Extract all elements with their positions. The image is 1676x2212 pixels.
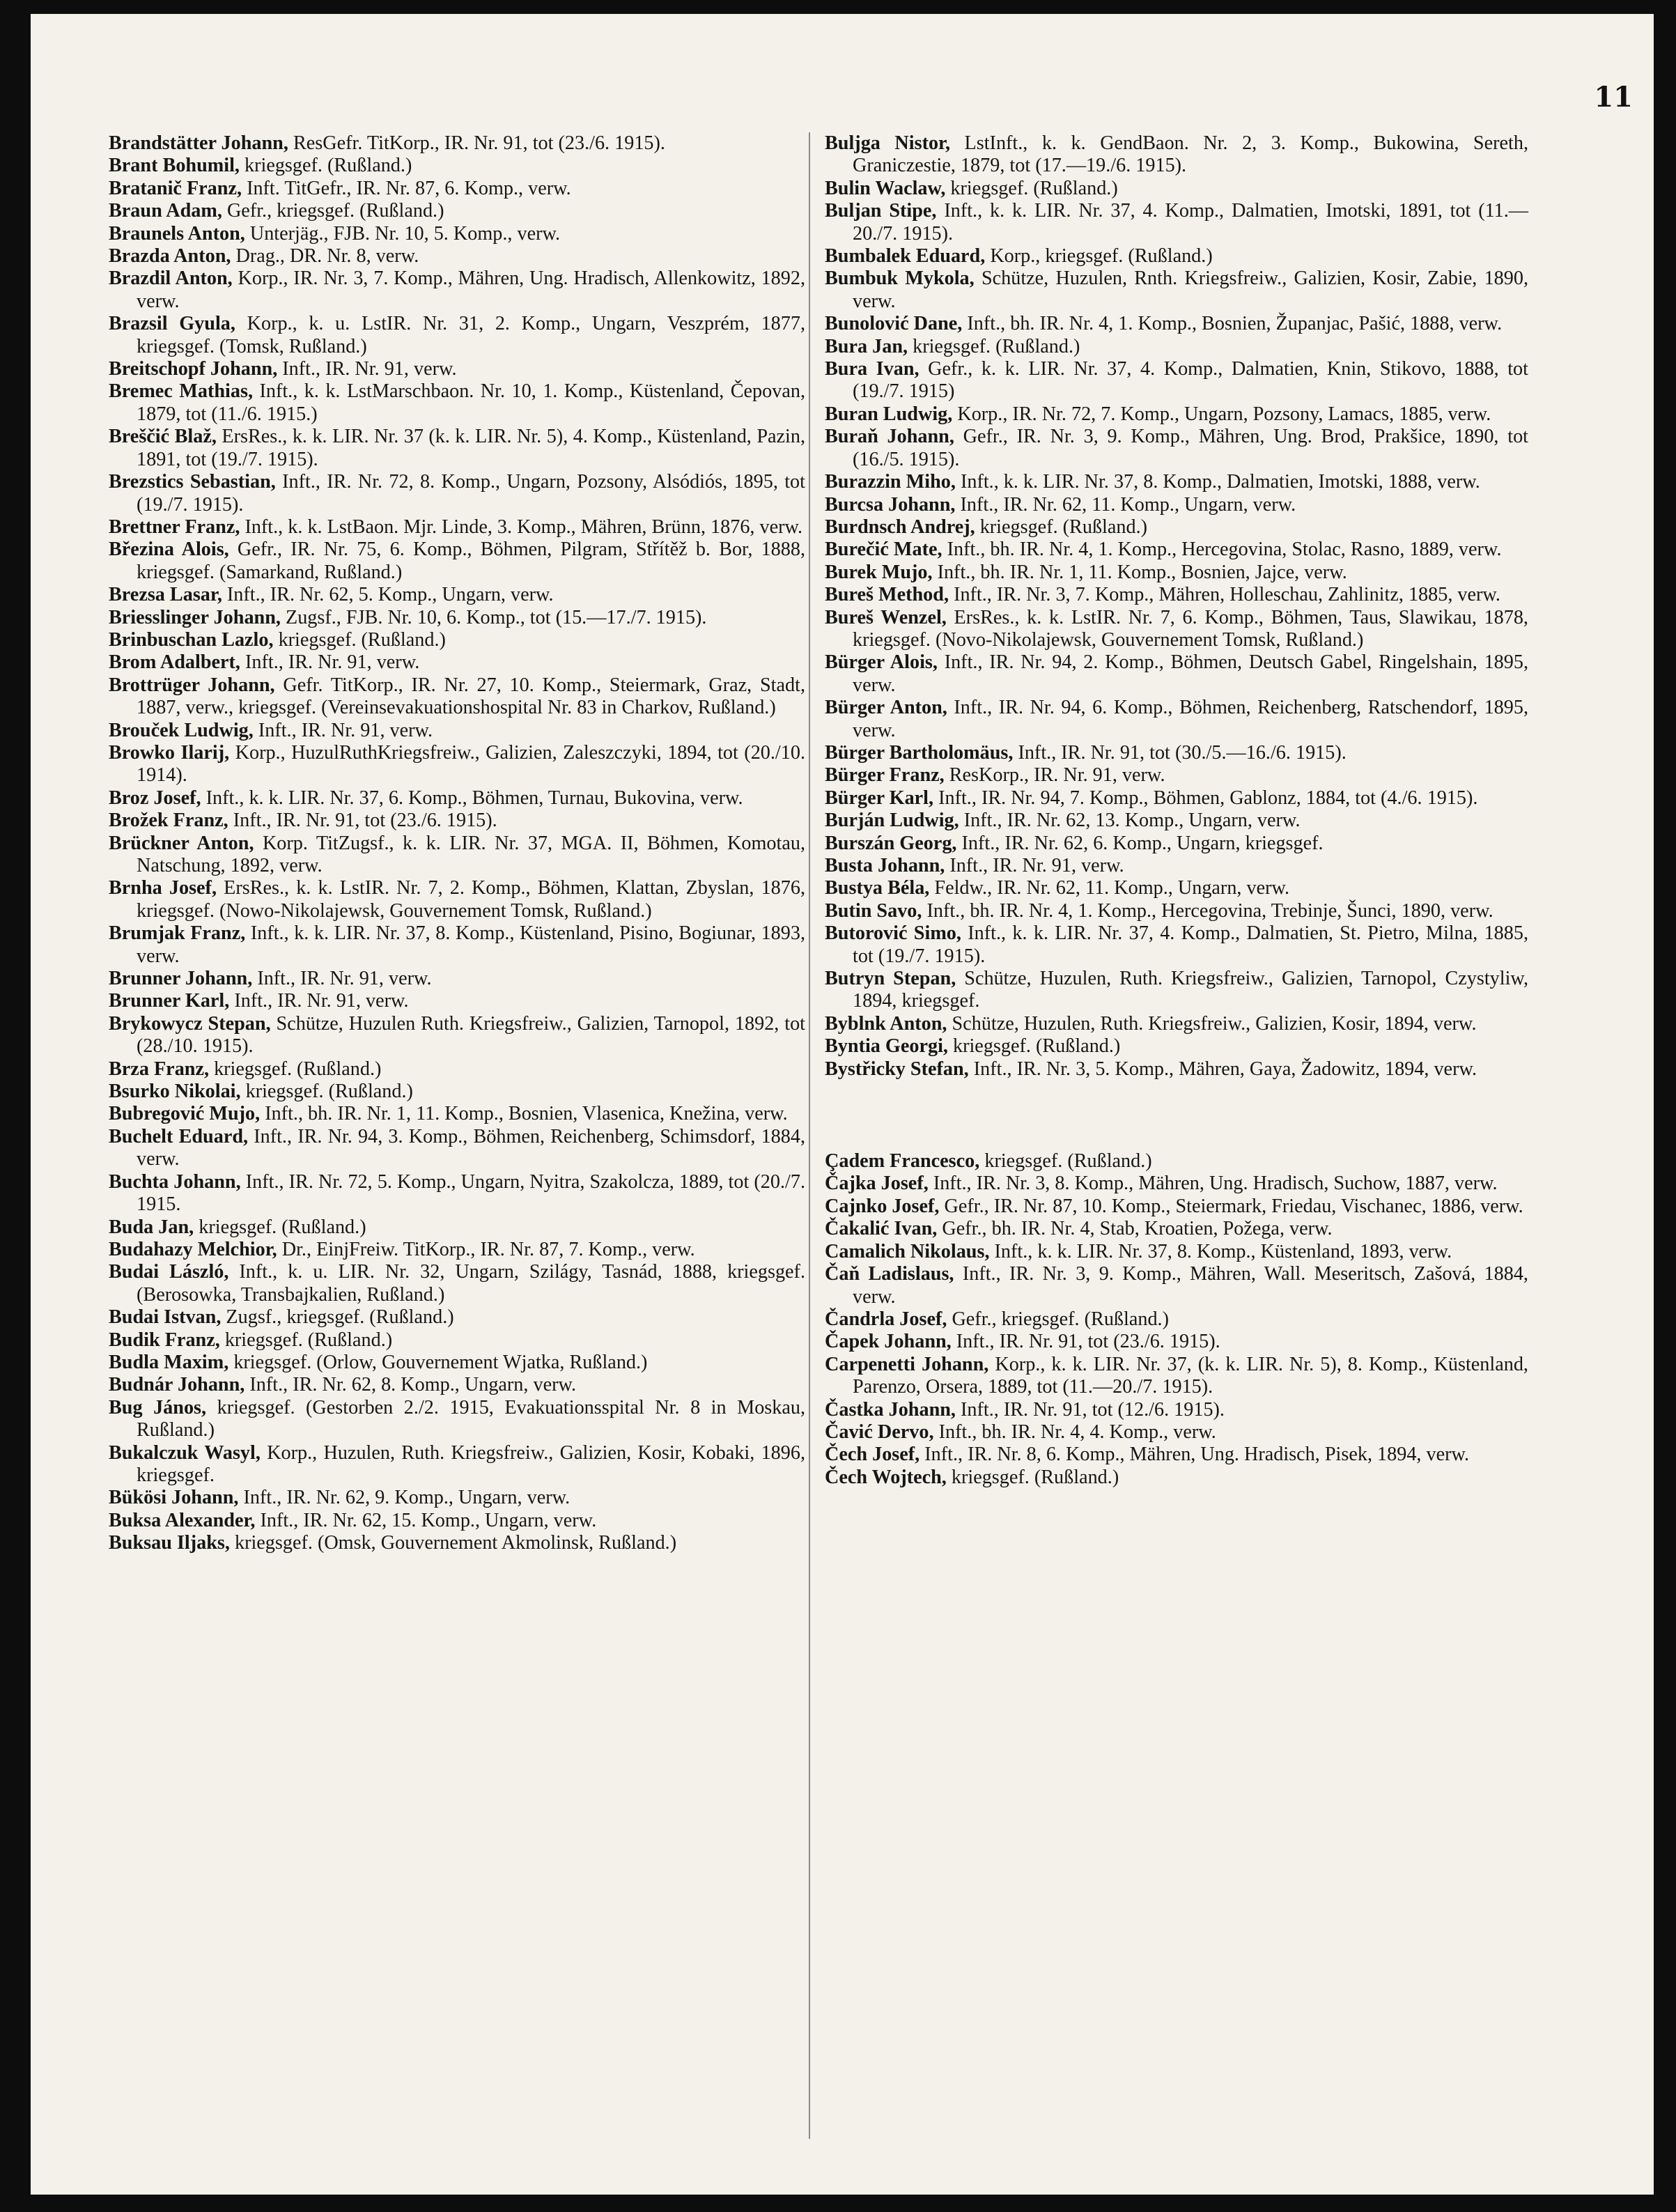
entry-name: Bumbalek Eduard, [825,245,986,268]
entry-details: Inft., IR. Nr. 94, 3. Komp., Böhmen, Reichenberg, Schimsdorf, 1884, verw. [137,1125,805,1170]
register-entry [825,697,1528,742]
entry-name: Burdnsch Andrej, [825,516,975,538]
entry-name: Bulin Waclaw, [825,177,946,199]
entry-details: Inft., IR. Nr. 91, tot (23./6. 1915). [951,1331,1220,1353]
entry-details: Schütze, Huzulen Ruth. Kriegsfreiw., Galizien, Tarnopol, 1892, tot (28./10. 1915). [137,1012,805,1058]
entry-details: Inft., IR. Nr. 72, 8. Komp., Ungarn, Pozsony, Alsódiós, 1895, tot (19./7. 1915). [137,471,805,516]
register-entry [825,403,1528,426]
entry-details: Gefr. TitKorp., IR. Nr. 27, 10. Komp., Steiermark, Graz, Stadt, 1887, verw., kriegsgef. (Vereinsevakuationshospital Nr. 83 in Charkov, Rußland.) [137,674,805,719]
entry-name: Budnár Johann, [109,1374,245,1396]
entry-details: kriegsgef. (Rußland.) [240,1081,413,1103]
register-entry [825,132,1528,178]
entry-details: kriegsgef. (Rußland.) [979,1150,1152,1173]
register-entry [109,607,805,629]
entry-name: Burazzin Miho, [825,471,956,493]
entry-name: Burszán Georg, [825,832,957,854]
entry-name: Buljan Stipe, [825,200,937,222]
entry-details: Feldw., IR. Nr. 62, 11. Komp., Ungarn, verw. [929,877,1290,899]
register-entry [825,810,1528,832]
entry-details: Inft., bh. IR. Nr. 4, 1. Komp., Hercegovina, Trebinje, Šunci, 1890, verw. [922,899,1493,922]
register-entry [825,1173,1528,1195]
entry-name: Brouček Ludwig, [109,719,254,741]
entry-details: Inft., IR. Nr. 62, 5. Komp., Ungarn, verw. [222,584,554,606]
left-column [109,132,805,1555]
register-entry [825,584,1528,606]
entry-details: Gefr., k. k. LIR. Nr. 37, 4. Komp., Dalmatien, Knin, Stikovo, 1888, tot (19./7. 1915) [853,358,1528,403]
entry-details: Inft., IR. Nr. 3, 9. Komp., Mähren, Wall. Meseritsch, Zašová, 1884, verw. [853,1263,1528,1308]
entry-details: ErsRes., k. k. LIR. Nr. 37 (k. k. LIR. Nr. 5), 4. Komp., Küstenland, Pazin, 1891, tot (19./7. 1915). [137,426,805,470]
register-entry [109,223,805,245]
register-entry [109,877,805,922]
register-entry [109,674,805,720]
entry-details: Inft., IR. Nr. 91, verw. [253,719,433,741]
entry-details: Inft., IR. Nr. 91, tot (23./6. 1915). [228,810,497,832]
entry-details: kriegsgef. (Rußland.) [209,1058,382,1080]
entry-details: kriegsgef. (Rußland.) [219,1329,393,1351]
entry-name: Březina Alois, [109,539,229,561]
register-entry [825,471,1528,493]
register-entry [109,1261,805,1306]
register-entry [109,245,805,268]
register-entry [825,1218,1528,1240]
register-entry [109,787,805,810]
register-entry [825,833,1528,855]
entry-name: Brazsil Gyula, [109,313,235,335]
entry-details: Inft., k. u. LIR. Nr. 32, Ungarn, Szilágy, Tasnád, 1888, kriegsgef. (Berosowka, Transbajkalien, Rußland.) [137,1261,805,1306]
entry-details: Inft., IR. Nr. 91, verw. [945,855,1124,876]
entry-name: Butorović Simo, [825,922,961,945]
register-entry [109,1510,805,1532]
entry-name: Buran Ludwig, [825,403,953,425]
entry-details: Inft., k. k. LstBaon. Mjr. Linde, 3. Komp., Mähren, Brünn, 1876, verw. [240,516,803,538]
register-entry [825,855,1528,877]
register-entry [109,1081,805,1103]
entry-details: kriegsgef. (Rußland.) [947,1035,1121,1058]
register-entry [109,1103,805,1125]
entry-details: Korp., kriegsgef. (Rußland.) [985,245,1213,268]
register-entry [825,336,1528,358]
entry-details: Inft., IR. Nr. 94, 7. Komp., Böhmen, Gablonz, 1884, tot (4./6. 1915). [933,787,1478,809]
register-entry [825,1421,1528,1444]
entry-name: Bumbuk Mykola, [825,268,975,290]
entry-name: Bürger Anton, [825,697,947,719]
entry-name: Bürger Karl, [825,787,934,809]
register-entry [109,968,805,990]
entry-details: Inft., k. k. LIR. Nr. 37, 8. Komp., Küstenland, Pisino, Bogiunar, 1893, verw. [137,922,806,967]
entry-name: Budla Maxim, [109,1351,229,1373]
register-entry [109,426,805,471]
entry-details: Korp., IR. Nr. 72, 7. Komp., Ungarn, Pozsony, Lamacs, 1885, verw. [952,403,1491,425]
register-entry [825,1308,1528,1331]
register-entry [109,922,805,968]
entry-details: Inft., IR. Nr. 62, 9. Komp., Ungarn, verw. [238,1487,571,1509]
entry-details: Gefr., kriegsgef. (Rußland.) [222,200,444,222]
entry-details: ErsRes., k. k. LstIR. Nr. 7, 2. Komp., Böhmen, Klattan, Zbyslan, 1876, kriegsgef. (Nowo-Nikolajewsk, Gouvernement Tomsk, Rußland.) [137,877,805,922]
entry-details: Korp., IR. Nr. 3, 7. Komp., Mähren, Ung. Hradisch, Allenkowitz, 1892, verw. [137,268,805,312]
entry-details: Gefr., IR. Nr. 75, 6. Komp., Böhmen, Pilgram, Střítěž b. Bor, 1888, kriegsgef. (Samarkand, Rußland.) [137,539,805,583]
entry-details: Inft., bh. IR. Nr. 4, 1. Komp., Hercegovina, Stolac, Rasno, 1889, verw. [942,539,1502,561]
register-entry [825,968,1528,1013]
entry-name: Buraň Johann, [825,426,954,448]
entry-name: Bustya Béla, [825,877,930,899]
entry-details: Inft., k. k. LIR. Nr. 37, 6. Komp., Böhmen, Turnau, Bukovina, verw. [201,787,743,809]
entry-name: Byntia Georgi, [825,1035,948,1058]
entry-details: kriegsgef. (Rußland.) [273,628,446,651]
entry-details: Gefr., bh. IR. Nr. 4, Stab, Kroatien, Požega, verw. [937,1218,1333,1240]
entry-details: kriegsgef. (Orlow, Gouvernement Wjatka, Rußland.) [228,1351,648,1373]
entry-details: Inft., IR. Nr. 91, verw. [240,651,420,674]
entry-name: Čapek Johann, [825,1331,952,1353]
register-entry [109,358,805,380]
entry-name: Budahazy Melchior, [109,1238,277,1260]
entry-details: Korp., k. k. LIR. Nr. 37, (k. k. LIR. Nr. 5), 8. Komp., Küstenland, Parenzo, Orsera, 1889, tot (11.—20./7. 1915). [853,1353,1528,1398]
register-entry [825,607,1528,652]
entry-details: kriegsgef. (Gestorben 2./2. 1915, Evakuationsspital Nr. 8 in Moskau, Rußland.) [137,1396,806,1441]
entry-details: Inft., bh. IR. Nr. 4, 4. Komp., verw. [933,1421,1216,1443]
register-entry [825,877,1528,899]
entry-name: Čavić Dervo, [825,1421,934,1443]
entry-details: Inft., bh. IR. Nr. 1, 11. Komp., Bosnien, Vlasenica, Knežina, verw. [260,1103,788,1125]
entry-details: Inft., IR. Nr. 91, tot (12./6. 1915). [955,1398,1225,1421]
entry-name: Bura Jan, [825,335,908,357]
register-entry [109,1306,805,1329]
entry-details: Inft., IR. Nr. 62, 6. Komp., Ungarn, kriegsgef. [956,832,1324,854]
register-entry [109,516,805,539]
entry-name: Bukalczuk Wasyl, [109,1441,261,1464]
entry-details: Inft., IR. Nr. 91, verw. [229,990,409,1012]
entry-details: Inft., k. k. LIR. Nr. 37, 8. Komp., Dalmatien, Imotski, 1888, verw. [955,471,1480,493]
entry-name: Breščić Blaž, [109,426,217,448]
register-entry [825,1467,1528,1489]
entry-name: Budai Istvan, [109,1306,222,1329]
entry-name: Breitschopf Johann, [109,358,278,380]
entry-details: kriegsgef. (Rußland.) [908,335,1080,357]
register-entry [825,539,1528,561]
entry-name: Brottrüger Johann, [109,674,275,696]
document-page [31,14,1654,2195]
entry-details: LstInft., k. k. GendBaon. Nr. 2, 3. Komp., Bukowina, Sereth, Graniczestie, 1879, tot (17.—19./6. 1915). [853,132,1528,177]
entry-details: ResKorp., IR. Nr. 91, verw. [944,764,1165,787]
register-entry [109,810,805,832]
register-entry [109,1397,805,1442]
register-entry [109,539,805,584]
register-entry [825,1354,1528,1399]
entry-name: Budai László, [109,1261,229,1283]
entry-name: Brožek Franz, [109,810,228,832]
entry-details: Inft., bh. IR. Nr. 1, 11. Komp., Bosnien, Jajce, verw. [932,561,1347,583]
register-entry [109,1487,805,1509]
entry-details: Dr., EinjFreiw. TitKorp., IR. Nr. 87, 7. Komp., verw. [277,1238,695,1260]
entry-name: Buksa Alexander, [109,1509,256,1531]
entry-details: Inft., k. k. LIR. Nr. 37, 4. Komp., Dalmatien, Imotski, 1891, tot (11.—20./7. 1915). [853,200,1528,245]
register-entry [825,764,1528,787]
entry-name: Burcsa Johann, [825,493,956,516]
register-entry [109,1329,805,1352]
entry-name: Burján Ludwig, [825,810,959,832]
entry-name: Bremec Mathias, [109,380,253,403]
entry-name: Bürger Alois, [825,651,938,674]
entry-details: Inft., k. k. LIR. Nr. 37, 4. Komp., Dalmatien, St. Pietro, Milna, 1885, tot (19./7. 1915). [853,922,1528,967]
register-entry [825,1035,1528,1058]
entry-name: Bubregović Mujo, [109,1103,261,1125]
entry-name: Čaň Ladislaus, [825,1263,954,1285]
entry-name: Čakalić Ivan, [825,1218,938,1240]
register-entry [825,358,1528,403]
entry-name: Bug János, [109,1396,207,1418]
entry-name: Browko Ilarij, [109,741,230,764]
entry-details: Drag., DR. Nr. 8, verw. [231,245,419,268]
register-entry [825,1444,1528,1466]
entry-name: Bureš Wenzel, [825,606,947,628]
entry-details: ResGefr. TitKorp., IR. Nr. 91, tot (23./6. 1915). [288,132,665,154]
register-entry [825,1399,1528,1421]
entry-name: Busta Johann, [825,855,945,876]
entry-details: Inft., IR. Nr. 91, tot (30./5.—16./6. 1915). [1013,741,1347,764]
entry-details: Schütze, Huzulen, Rnth. Kriegsfreiw., Galizien, Kosir, Zabie, 1890, verw. [853,268,1528,312]
entry-name: Čajka Josef, [825,1173,929,1195]
entry-name: Brunner Johann, [109,968,253,990]
entry-name: Broz Josef, [109,787,201,809]
entry-details: Korp., k. u. LstIR. Nr. 31, 2. Komp., Ungarn, Veszprém, 1877, kriegsgef. (Tomsk, Rußland.) [137,313,805,357]
register-entry [109,380,805,426]
register-entry [109,1171,805,1216]
register-entry [109,471,805,516]
entry-details: kriegsgef. (Rußland.) [194,1216,366,1238]
register-entry [825,516,1528,539]
entry-name: Brykowycz Stepan, [109,1012,271,1035]
register-entry [825,268,1528,313]
register-entry [109,1058,805,1081]
register-entry [109,132,805,155]
entry-details: ErsRes., k. k. LstIR. Nr. 7, 6. Komp., Böhmen, Taus, Slawikau, 1878, kriegsgef. (Novo-Nikolajewsk, Gouvernement Tomsk, Rußland.) [853,606,1528,651]
entry-details: Inft., IR. Nr. 3, 8. Komp., Mähren, Ung. Hradisch, Suchow, 1887, verw. [928,1173,1498,1195]
entry-name: Brückner Anton, [109,832,254,854]
register-entry [825,1013,1528,1035]
entry-details: Inft., IR. Nr. 62, 11. Komp., Ungarn, verw. [955,493,1296,516]
register-entry [825,426,1528,471]
entry-name: Briesslinger Johann, [109,606,281,628]
register-entry [825,245,1528,268]
entry-name: Brom Adalbert, [109,651,240,674]
register-entry [825,1241,1528,1263]
entry-name: Buksau Iljaks, [109,1532,230,1554]
entry-details: Gefr., kriegsgef. (Rußland.) [947,1308,1169,1330]
entry-details: Korp., Huzulen, Ruth. Kriegsfreiw., Galizien, Kosir, Kobaki, 1896, kriegsgef. [137,1441,805,1486]
entry-details: Inft., IR. Nr. 3, 7. Komp., Mähren, Holleschau, Zahlinitz, 1885, verw. [949,584,1500,606]
entry-name: Bunolović Dane, [825,313,963,335]
register-entry [109,1352,805,1374]
entry-name: Čandrla Josef, [825,1308,947,1330]
entry-name: Brazda Anton, [109,245,231,268]
entry-name: Bsurko Nikolai, [109,1081,241,1103]
entry-name: Častka Johann, [825,1398,956,1421]
entry-details: Inft., IR. Nr. 91, verw. [252,968,432,990]
register-entry [825,562,1528,584]
right-column [825,132,1528,1489]
entry-name: Burečić Mate, [825,539,942,561]
entry-details: kriegsgef. (Rußland.) [239,155,412,177]
entry-name: Brazdil Anton, [109,268,233,290]
entry-name: Braun Adam, [109,200,222,222]
entry-name: Čech Wojtech, [825,1466,947,1488]
entry-name: Camalich Nikolaus, [825,1240,990,1262]
entry-details: Inft., IR. Nr. 94, 6. Komp., Böhmen, Reichenberg, Ratschendorf, 1895, verw. [853,697,1528,741]
entry-details: kriegsgef. (Rußland.) [975,516,1148,538]
register-entry [109,742,805,787]
entry-name: Brant Bohumil, [109,155,240,177]
entry-details: kriegsgef. (Rußland.) [945,177,1118,199]
register-entry [825,178,1528,200]
entry-name: Byblnk Anton, [825,1012,947,1035]
entry-name: Bürger Bartholomäus, [825,741,1014,764]
entry-name: Brezsa Lasar, [109,584,222,606]
entry-name: Brunner Karl, [109,990,230,1012]
entry-name: Čech Josef, [825,1444,920,1466]
section-gap [825,1081,1528,1150]
register-entry [825,1058,1528,1081]
entry-details: Inft., IR. Nr. 62, 13. Komp., Ungarn, verw. [959,810,1301,832]
entry-details: Inft., IR. Nr. 3, 5. Komp., Mähren, Gaya, Žadowitz, 1894, verw. [968,1058,1477,1080]
column-divider [809,132,810,2139]
register-entry [825,742,1528,764]
entry-name: Brettner Franz, [109,516,240,538]
entry-details: Schütze, Huzulen, Ruth. Kriegsfreiw., Galizien, Tarnopol, Czystyliw, 1894, kriegsgef. [853,968,1528,1012]
entry-name: Bükösi Johann, [109,1487,239,1509]
register-entry [109,720,805,742]
register-entry [109,1216,805,1239]
entry-name: Butryn Stepan, [825,968,956,990]
register-entry [109,990,805,1012]
entry-name: Carpenetti Johann, [825,1353,989,1375]
register-entry [825,1331,1528,1353]
entry-name: Bürger Franz, [825,764,945,787]
entry-name: Brinbuschan Lazlo, [109,628,274,651]
register-entry [109,833,805,878]
entry-name: Buchelt Eduard, [109,1125,249,1147]
entry-details: Gefr., IR. Nr. 3, 9. Komp., Mähren, Ung. Brod, Prakšice, 1890, tot (16./5. 1915). [853,426,1528,470]
entry-details: Korp. TitZugsf., k. k. LIR. Nr. 37, MGA. II, Böhmen, Komotau, Natschung, 1892, verw. [137,832,806,876]
entry-details: kriegsgef. (Omsk, Gouvernement Akmolinsk, Rußland.) [229,1532,677,1554]
register-entry [825,313,1528,335]
entry-name: Brandstätter Johann, [109,132,288,154]
entry-details: Schütze, Huzulen, Ruth. Kriegsfreiw., Galizien, Kosir, 1894, verw. [947,1012,1477,1035]
entry-details: Inft., IR. Nr. 62, 15. Komp., Ungarn, verw. [255,1509,597,1531]
entry-details: Inft., k. k. LstMarschbaon. Nr. 10, 1. Komp., Küstenland, Čepovan, 1879, tot (11./6. 1915.) [137,380,805,425]
entry-name: Buda Jan, [109,1216,194,1238]
entry-details: Inft., IR. Nr. 91, verw. [277,358,457,380]
entry-name: Braunels Anton, [109,222,245,245]
entry-details: Unterjäg., FJB. Nr. 10, 5. Komp., verw. [245,222,561,245]
register-entry [109,1442,805,1487]
entry-details: Zugsf., FJB. Nr. 10, 6. Komp., tot (15.—17./7. 1915). [280,606,707,628]
entry-name: Bratanič Franz, [109,177,242,199]
register-entry [109,200,805,222]
entry-name: Buljga Nistor, [825,132,951,154]
entry-details: Inft., IR. Nr. 94, 2. Komp., Böhmen, Deutsch Gabel, Ringelshain, 1895, verw. [853,651,1528,696]
register-entry [825,922,1528,968]
entry-name: Brnha Josef, [109,877,217,899]
entry-name: Brezstics Sebastian, [109,471,276,493]
entry-name: Bystřicky Stefan, [825,1058,969,1080]
entry-name: Burek Mujo, [825,561,933,583]
entry-details: Zugsf., kriegsgef. (Rußland.) [221,1306,454,1329]
register-entry [109,584,805,606]
entry-details: Gefr., IR. Nr. 87, 10. Komp., Steiermark, Friedau, Vischanec, 1886, verw. [939,1195,1523,1217]
register-entry [825,787,1528,810]
register-entry [109,178,805,200]
register-entry [825,494,1528,516]
entry-details: kriegsgef. (Rußland.) [946,1466,1119,1488]
register-entry [825,200,1528,245]
register-entry [825,900,1528,922]
entry-name: Brza Franz, [109,1058,210,1080]
entry-name: Bureš Method, [825,584,949,606]
register-entry [109,629,805,651]
register-entry [825,1196,1528,1218]
entry-details: Korp., HuzulRuthKriegsfreiw., Galizien, Zaleszczyki, 1894, tot (20./10. 1914). [137,741,805,787]
entry-name: Bura Ivan, [825,358,920,380]
entry-name: Cajnko Josef, [825,1195,940,1217]
entry-details: Inft., bh. IR. Nr. 4, 1. Komp., Bosnien, Županjac, Pašić, 1888, verw. [962,313,1503,335]
register-entry [109,1239,805,1261]
entry-name: Buchta Johann, [109,1170,241,1193]
entry-details: Inft., IR. Nr. 72, 5. Komp., Ungarn, Nyitra, Szakolcza, 1889, tot (20./7. 1915. [137,1170,805,1216]
entry-details: Inft., IR. Nr. 8, 6. Komp., Mähren, Ung. Hradisch, Pisek, 1894, verw. [920,1444,1470,1466]
register-entry [825,1263,1528,1308]
entry-details: Inft. TitGefr., IR. Nr. 87, 6. Komp., verw. [242,177,571,199]
register-entry [109,1013,805,1058]
register-entry [825,651,1528,697]
page-number: 11 [1594,81,1633,114]
entry-name: Brumjak Franz, [109,922,246,945]
register-entry [109,651,805,674]
entry-name: Çadem Francesco, [825,1150,980,1173]
register-entry [825,1150,1528,1173]
register-entry [109,1374,805,1396]
entry-details: Inft., IR. Nr. 62, 8. Komp., Ungarn, verw. [245,1374,577,1396]
entry-name: Budik Franz, [109,1329,220,1351]
register-entry [109,1126,805,1171]
register-entry [109,1532,805,1554]
register-entry [109,155,805,177]
register-entry [109,268,805,313]
register-entry [109,313,805,358]
entry-details: Inft., k. k. LIR. Nr. 37, 8. Komp., Küstenland, 1893, verw. [989,1240,1452,1262]
entry-name: Butin Savo, [825,899,922,922]
